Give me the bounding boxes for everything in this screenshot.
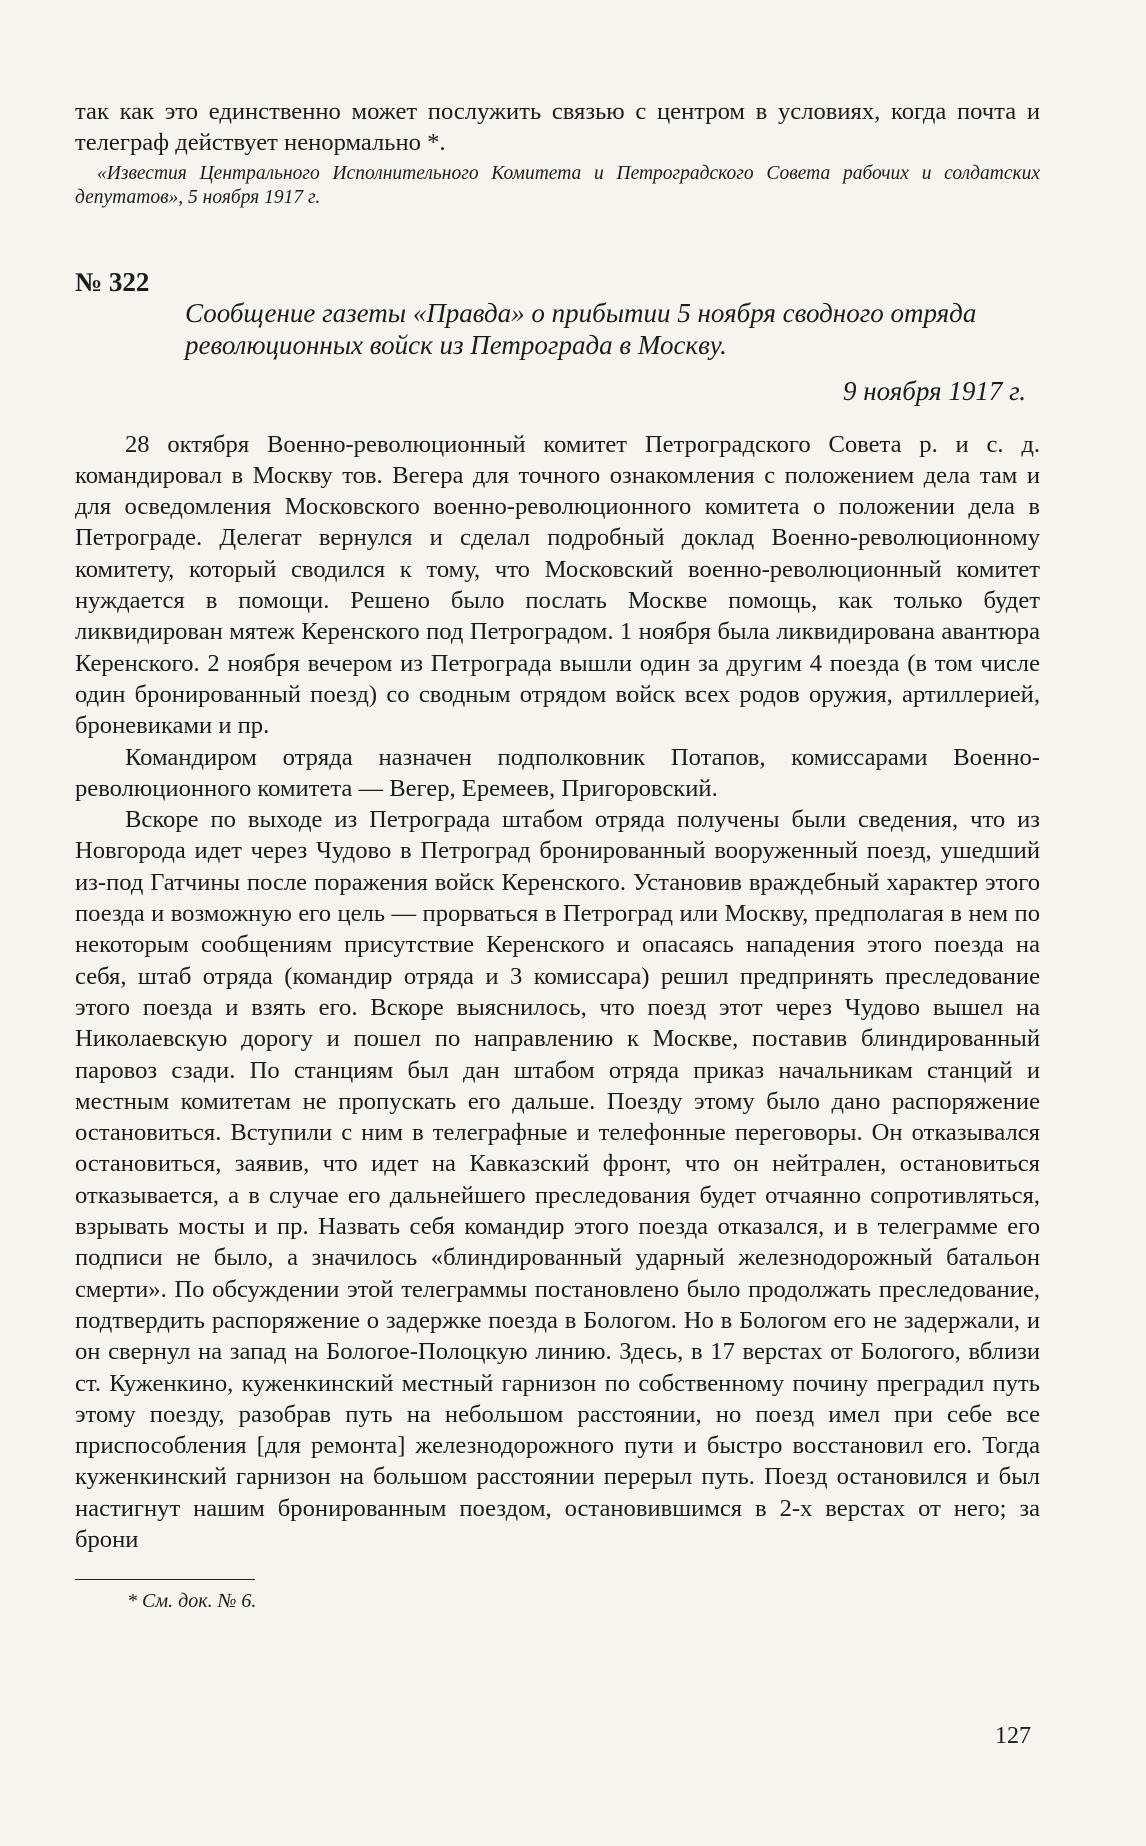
- document-date: 9 ноября 1917 г.: [842, 375, 1026, 406]
- document-title: Сообщение газеты «Правда» о прибытии 5 ноября сводного отряда революционных войск из Петрограда в Москву.: [185, 297, 977, 360]
- body-paragraph: Командиром отряда назначен подполковник Потапов, комиссарами Военно-революционного комитета — Вегер, Еремеев, Пригоровский.: [75, 743, 1040, 802]
- footnote: * См. док. № 6.: [127, 1590, 257, 1613]
- source-citation: «Известия Центрального Исполнительного Комитета и Петроградского Совета рабочих и солдатских депутатов», 5 ноября 1917 г.: [75, 162, 1040, 208]
- footnote-divider: [75, 1579, 255, 1580]
- continued-paragraph: так как это единственно может послужить связью с центром в условиях, когда почта и телеграф действует ненормально *.: [75, 98, 1040, 157]
- body-paragraph: Вскоре по выходе из Петрограда штабом отряда получены были сведения, что из Новгорода идет через Чудово в Петроград бронированный вооруженный поезд, ушедший из-под Гатчины после поражения войск Керенского. Установив враждебный характер этого поезда и возможную его цель — прорваться в Петроград или Москву, предполагая в нем по некоторым сообщениям присутствие Керенского и опасаясь нападения этого поезда на себя, штаб отряда (командир отряда и 3 комиссара) решил предпринять преследование этого поезда и взять его. Вскоре выяснилось, что поезд этот через Чудово вышел на Николаевскую дорогу и пошел по направлению к Москве, поставив блиндированный паровоз сзади. По станциям был дан штабом отряда приказ начальникам станций и местным комитетам не пропускать его дальше. Поезду этому было дано распоряжение остановиться. Вступили с ним в телеграфные и телефонные переговоры. Он отказывался остановиться, заявив, что идет на Кавказский фронт, что он нейтрален, остановиться отказывается, а в случае его дальнейшего преследования будет отчаянно сопротивляться, взрывать мосты и пр. Назвать себя командир этого поезда отказался, и в телеграмме его подписи не было, а значилось «блиндированный ударный железнодорожный батальон смерти». По обсуждении этой телеграммы постановлено было продолжать преследование, подтвердить распоряжение о задержке поезда в Бологом. Но в Бологом его не задержали, и он свернул на запад на Бологое-Полоцкую линию. Здесь, в 17 верстах от Бологого, вблизи ст. Куженкино, куженкинский местный гарнизон по собственному почину преградил путь этому поезду, разобрав путь на небольшом расстоянии, но поезд имел при себе все приспособления [для ремонта] железнодорожного пути и быстро восстановил его. Тогда куженкинский гарнизон на большом расстоянии перерыл путь. Поезд остановился и был настигнут нашим бронированным поездом, остановившимся в 2-х верстах от него; за брони: [75, 806, 1040, 1553]
- page-number: 127: [995, 1723, 1031, 1749]
- document-number: № 322: [75, 266, 150, 297]
- body-paragraph: 28 октября Военно-революционный комитет Петроградского Совета р. и с. д. командировал в Москву тов. Вегера для точного ознакомления с положением дела там и для осведомления Московского военно-революционного комитета о положении дела в Петрограде. Делегат вернулся и сделал подробный доклад Военно-революционному комитету, который сводился к тому, что Московский военно-революционный комитет нуждается в помощи. Решено было послать Москве помощь, как только будет ликвидирован мятеж Керенского под Петроградом. 1 ноября была ликвидирована авантюра Керенского. 2 ноября вечером из Петрограда вышли один за другим 4 поезда (в том числе один бронированный поезд) со сводным отрядом войск всех родов оружия, артиллерией, броневиками и пр.: [75, 430, 1040, 740]
- document-header: [75, 267, 1040, 361]
